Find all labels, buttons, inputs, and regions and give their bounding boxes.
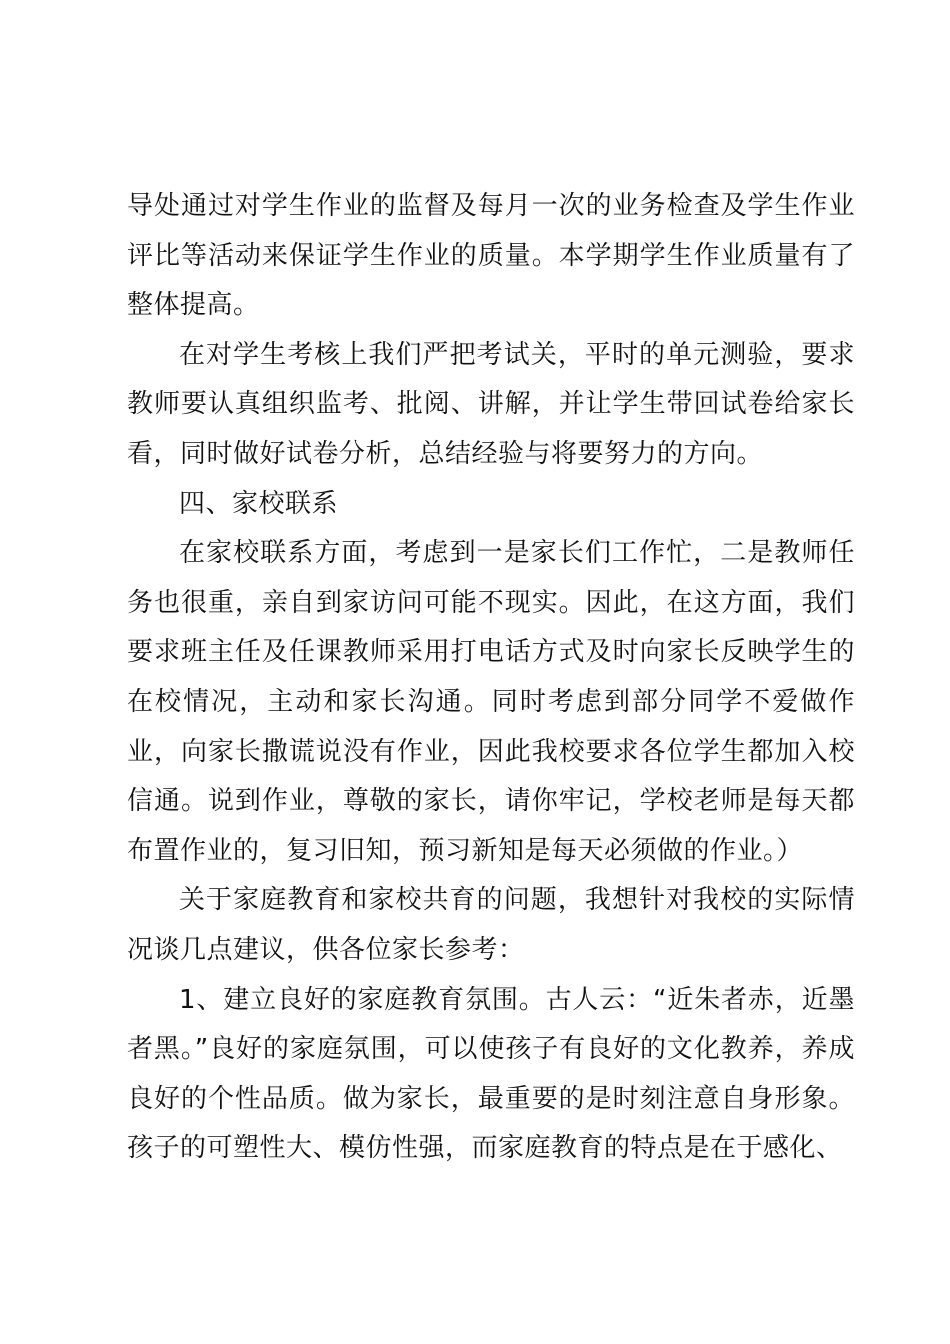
document-body xyxy=(127,182,855,1174)
paragraph-student-assessment: 在对学生考核上我们严把考试关，平时的单元测验，要求教师要认真组织监考、批阅、讲解，并让学生带回试卷给家长看，同时做好试卷分析，总结经验与将要努力的方向。 xyxy=(127,339,855,469)
section-heading-home-school-contact: 四、家校联系 xyxy=(179,488,339,519)
paragraph-suggestion-1: 1、建立良好的家庭教育氛围。古人云：“近朱者赤，近墨者黑。”良好的家庭氛围，可以使孩子有良好的文化教养，养成良好的个性品质。做为家长，最重要的是时刻注意自身形象。孩子的可塑性大、模仿性强，而家庭教育的特点是在于感化、 xyxy=(127,984,855,1164)
paragraph-home-school-contact: 在家校联系方面，考虑到一是家长们工作忙，二是教师任务也很重，亲自到家访问可能不现实。因此，在这方面，我们要求班主任及任课教师采用打电话方式及时向家长反映学生的在校情况，主动和家长沟通。同时考虑到部分同学不爱做作业，向家长撒谎说没有作业，因此我校要求各位学生都加入校信通。说到作业，尊敬的家长，请你牢记，学校老师是每天都布置作业的，复习旧知，预习新知是每天必须做的作业。） xyxy=(127,538,855,866)
paragraph-homework-quality: 导处通过对学生作业的监督及每月一次的业务检查及学生作业评比等活动来保证学生作业的质量。本学期学生作业质量有了整体提高。 xyxy=(127,191,855,321)
paragraph-suggestions-intro: 关于家庭教育和家校共育的问题，我想针对我校的实际情况谈几点建议，供各位家长参考： xyxy=(127,885,855,965)
